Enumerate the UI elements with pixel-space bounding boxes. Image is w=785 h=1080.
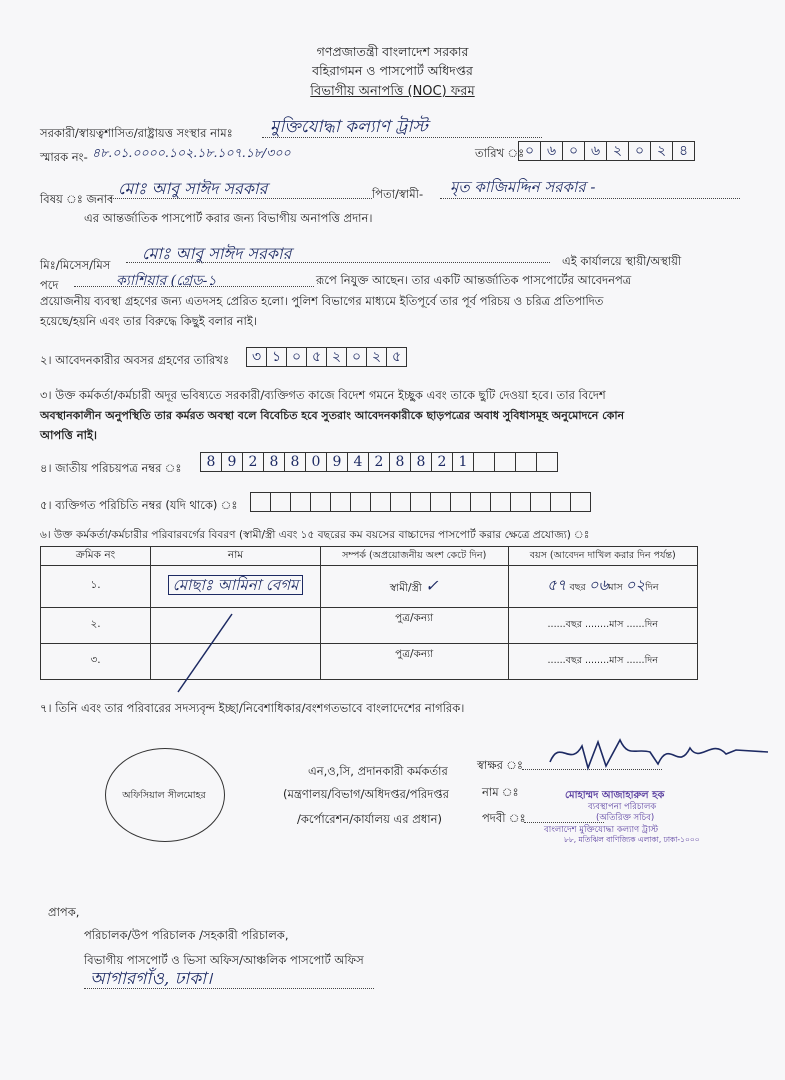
- stamp-name: মোহাম্মদ আজাহারুল হক: [565, 790, 665, 801]
- post-value: ক্যাশিয়ার (গ্রেড-১: [116, 273, 217, 289]
- digit-box: [350, 492, 370, 512]
- org-underline: [262, 137, 542, 138]
- memo-label: স্মারক নং-: [40, 150, 88, 164]
- digit-box: ৫: [306, 347, 326, 367]
- row-relation: পুত্র/কন্যা: [320, 608, 508, 644]
- digit-box: ২: [606, 141, 628, 161]
- digit-box: ০: [628, 141, 650, 161]
- month-label: মাস: [609, 655, 624, 666]
- digit-box: [310, 492, 330, 512]
- body-line-3: প্রয়োজনীয় ব্যবস্থা গ্রহণের জন্য এতদসহ প্রেরিত হলো। পুলিশ বিভাগের মাধ্যমে ইতিপূর্বে তার পূর্ব পরিচয় ও চরিত্র প্রতিপাদিত: [40, 294, 604, 308]
- digit-box: ৪: [672, 141, 695, 161]
- date-boxes: [518, 141, 695, 161]
- post-tail: রূপে নিযুক্ত আছেন। তার একটি আন্তর্জাতিক পাসপোর্টের আবেদনপত্র: [316, 273, 632, 287]
- digit-box: 1: [452, 452, 473, 472]
- nid-label: ৪। জাতীয় পরিচয়পত্র নম্বর ঃ: [40, 461, 182, 475]
- digit-box: [530, 492, 550, 512]
- pin-boxes: [250, 492, 591, 512]
- digit-box: [515, 452, 536, 472]
- digit-box: ২: [366, 347, 386, 367]
- post-label: পদে: [40, 278, 59, 292]
- recipient-label: প্রাপক,: [48, 905, 80, 919]
- signature-mark: [540, 728, 780, 788]
- check-mark-icon: ✓: [425, 575, 439, 595]
- digit-box: ০: [346, 347, 366, 367]
- digit-box: ০: [286, 347, 306, 367]
- digit-box: [390, 492, 410, 512]
- table-row: [41, 608, 698, 644]
- digit-box: 4: [347, 452, 368, 472]
- digit-box: 2: [368, 452, 389, 472]
- item3-line-3: আপত্তি নাই।: [40, 428, 98, 442]
- digit-box: [494, 452, 515, 472]
- digit-box: ০: [562, 141, 584, 161]
- digit-box: ৬: [540, 141, 562, 161]
- digit-box: [470, 492, 490, 512]
- row-serial: ২.: [41, 608, 151, 644]
- family-label: ৬। উক্ত কর্মকর্তা/কর্মচারীর পরিবারবর্গের বিবরণ (স্বামী/স্ত্রী এবং ১৫ বছরের কম বয়সের বাচ্চাদের পাসপোর্ট করার ক্ষেত্রে প্রযোজ্য) ঃ: [40, 529, 590, 541]
- row-serial: ৩.: [41, 644, 151, 680]
- body-line-4: হয়েছে/হয়নি এবং তার বিরুদ্ধে কিছুই বলার নাই।: [40, 314, 257, 328]
- father-underline: [440, 198, 740, 199]
- employee-name: মোঃ আবু সাঈদ সরকার: [142, 244, 292, 263]
- year-label: বছর: [565, 655, 582, 666]
- post-underline: [74, 286, 314, 287]
- table-row: [41, 644, 698, 680]
- digit-box: [570, 492, 591, 512]
- digit-box: 9: [326, 452, 347, 472]
- recipient-line-1: পরিচালক/উপ পরিচালক /সহকারী পরিচালক,: [84, 928, 289, 942]
- recipient-underline: [84, 988, 374, 989]
- retirement-label: ২। আবেদনকারীর অবসর গ্রহণের তারিখঃ: [40, 353, 229, 367]
- relation-text: স্বামী/স্ত্রী: [389, 581, 422, 594]
- pin-label: ৫। ব্যক্তিগত পরিচিতি নম্বর (যদি থাকে) ঃ: [40, 498, 238, 512]
- recipient-line-2: বিভাগীয় পাসপোর্ট ও ভিসা অফিস/আঞ্চলিক পাসপোর্ট অফিস: [84, 953, 364, 967]
- digit-box: ২: [650, 141, 672, 161]
- col-name: নাম: [151, 547, 321, 566]
- issuer-line-2: (মন্ত্রণালয়/বিভাগ/অধিদপ্তর/পরিদপ্তর: [283, 787, 449, 801]
- employee-underline: [126, 262, 550, 263]
- designation-label: পদবী ঃ: [482, 811, 526, 825]
- digit-box: [450, 492, 470, 512]
- digit-box: ৬: [584, 141, 606, 161]
- family-table: [40, 546, 698, 680]
- digit-box: [536, 452, 558, 472]
- digit-box: ০: [518, 141, 540, 161]
- subject-name: মোঃ আবু সাঈদ সরকার: [118, 179, 268, 198]
- father-name: মৃত কাজিমদ্দিন সরকার -: [450, 178, 596, 196]
- age-days: ০২: [625, 576, 646, 594]
- mr-tail: এই কার্যালয়ে স্থায়ী/অস্থায়ী: [562, 254, 682, 268]
- org-label: সরকারী/স্বায়ত্বশাসিত/রাষ্ট্রায়ত্ত সংস্থার নামঃ: [40, 126, 233, 140]
- stamp-rank: (অতিরিক্ত সচিব): [596, 813, 655, 823]
- name-label: নাম ঃ: [482, 785, 519, 799]
- item3-line-1: ৩। উক্ত কর্মকর্তা/কর্মচারী অদূর ভবিষ্যতে সরকারী/ব্যক্তিগত কাজে বিদেশ গমনে ইচ্ছুক এবং তাকে ছুটি দেওয়া হবে। তার বিদেশ: [40, 388, 606, 402]
- header-line-2: বহিরাগমন ও পাসপোর্ট অধিদপ্তর: [312, 63, 473, 78]
- row-serial: ১.: [41, 566, 151, 608]
- father-label: পিতা/স্বামী-: [372, 187, 424, 201]
- digit-box: [550, 492, 570, 512]
- digit-box: 8: [389, 452, 410, 472]
- digit-box: [290, 492, 310, 512]
- col-serial: ক্রমিক নং: [41, 547, 151, 566]
- digit-box: 8: [284, 452, 305, 472]
- digit-box: 9: [221, 452, 242, 472]
- seal-label: অফিসিয়াল সীলমোহর: [122, 790, 206, 801]
- row-relation: পুত্র/কন্যা: [320, 644, 508, 680]
- row-age: ......বছর ........মাস ......দিন: [508, 608, 698, 644]
- mr-label: মিঃ/মিসেস/মিস: [40, 258, 111, 272]
- date-label: তারিখ ঃ: [475, 146, 525, 160]
- stamp-designation: ব্যবস্থাপনা পরিচালক: [588, 802, 657, 812]
- strike-line: [170, 600, 250, 700]
- nid-boxes: [200, 452, 558, 472]
- col-relation: সম্পর্ক (অপ্রয়োজনীয় অংশ কেটে দিন): [320, 547, 508, 566]
- stamp-address: ৮৮, মতিঝিল বাণিজ্যিক এলাকা, ঢাকা-১০০০: [564, 835, 700, 844]
- digit-box: [410, 492, 430, 512]
- digit-box: [430, 492, 450, 512]
- digit-box: ২: [326, 347, 346, 367]
- memo-number: ৪৮.০১.০০০০.১০২.১৮.১০৭.১৮/৩০০: [92, 145, 291, 160]
- age-years: ৫৭: [546, 576, 567, 594]
- age-months: ০৬: [588, 576, 609, 594]
- item3-line-2: অবস্থানকালীন অনুপস্থিতি তার কর্মরত অবস্থা বলে বিবেচিত হবে সুতরাং আবেদনকারীকে ছাড়পত্রের অবাধ সুবিধাসমূহ অনুমোদনে কোন: [40, 409, 625, 422]
- digit-box: [330, 492, 350, 512]
- digit-box: ৫: [386, 347, 407, 367]
- org-name: মুক্তিযোদ্ধা কল্যাণ ট্রাস্ট: [270, 117, 428, 137]
- row-age: ......বছর ........মাস ......দিন: [508, 644, 698, 680]
- digit-box: 8: [410, 452, 431, 472]
- signature-label: স্বাক্ষর ঃ: [477, 758, 524, 772]
- digit-box: 2: [431, 452, 452, 472]
- day-label: দিন: [644, 655, 658, 666]
- row-relation: [320, 566, 508, 608]
- member-name: মোছাঃ আমিনা বেগম: [168, 575, 304, 595]
- header-line-1: গণপ্রজাতন্ত্রী বাংলাদেশ সরকার: [316, 44, 469, 59]
- month-label: মাস: [608, 582, 623, 593]
- digit-box: 0: [305, 452, 326, 472]
- digit-box: [510, 492, 530, 512]
- issuer-line-3: /কর্পোরেশন/কার্যালয় এর প্রধান): [297, 812, 442, 826]
- stamp-org: বাংলাদেশ মুক্তিযোদ্ধা কল্যাণ ট্রাস্ট: [544, 825, 659, 835]
- subject-label: বিষয় ঃ জনাব: [40, 192, 114, 206]
- digit-box: 8: [200, 452, 221, 472]
- form-title: বিভাগীয় অনাপত্তি (NOC) ফরম: [310, 84, 475, 99]
- day-label: দিন: [644, 619, 658, 630]
- subject-line-2: এর আন্তর্জাতিক পাসপোর্ট করার জন্য বিভাগীয় অনাপত্তি প্রদান।: [84, 211, 373, 225]
- item7: ৭। তিনি এবং তার পরিবারের সদস্যবৃন্দ ইচ্ছা/নিবেশাধিকার/বংশগতভাবে বাংলাদেশের নাগরিক।: [40, 701, 465, 715]
- digit-box: ১: [266, 347, 286, 367]
- issuer-line-1: এন,ও,সি, প্রদানকারী কর্মকর্তার: [308, 764, 448, 778]
- recipient-office: আগারগাঁও, ঢাকা।: [90, 969, 213, 989]
- col-age: বয়স (আবেদন দাখিল করার দিন পর্যন্ত): [508, 547, 698, 566]
- year-label: বছর: [569, 582, 586, 593]
- retirement-date-boxes: [246, 347, 407, 367]
- digit-box: [490, 492, 510, 512]
- day-label: দিন: [645, 582, 659, 593]
- digit-box: [370, 492, 390, 512]
- year-label: বছর: [565, 619, 582, 630]
- row-age: [508, 566, 698, 608]
- digit-box: [250, 492, 270, 512]
- subject-underline: [110, 198, 372, 199]
- digit-box: [473, 452, 494, 472]
- month-label: মাস: [609, 619, 624, 630]
- digit-box: [270, 492, 290, 512]
- table-row: [41, 566, 698, 608]
- digit-box: 8: [263, 452, 284, 472]
- digit-box: 2: [242, 452, 263, 472]
- digit-box: ৩: [246, 347, 266, 367]
